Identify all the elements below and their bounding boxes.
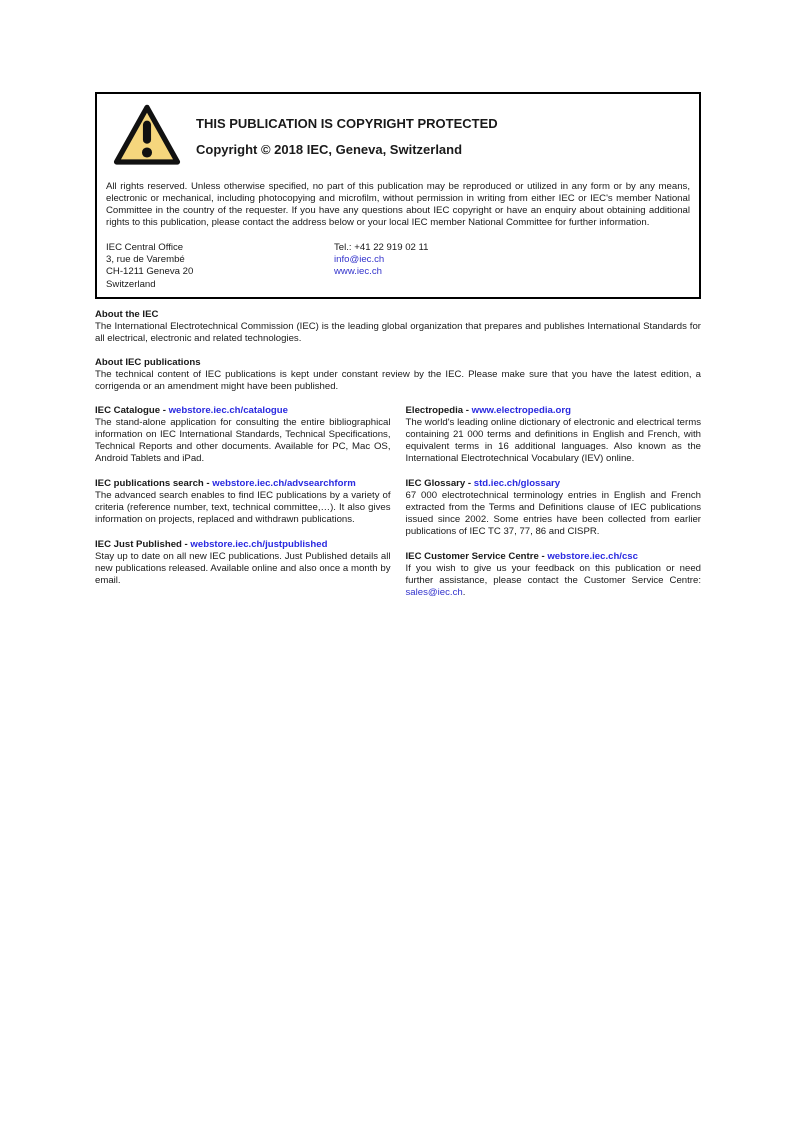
resource-body: The advanced search enables to find IEC publications by a variety of criteria (reference number, text, technical committee,…). It also gives information on projects, replaced and withdrawn publications. [95,489,391,525]
about-publications-body: The technical content of IEC publications is kept under constant review by the IEC. Please make sure that you have the latest edition, a corrigenda or an amendment might have been published. [95,368,701,392]
about-publications-heading: About IEC publications [95,356,201,368]
resources-column-left [95,405,391,612]
resource-title-text: IEC Customer Service Centre - [405,550,548,562]
resource-title-text: IEC Just Published - [95,538,191,550]
about-iec-body: The International Electrotechnical Commission (IEC) is the leading global organization that prepares and publishes International Standards for all electrical, electronic and related technologies. [95,320,701,344]
resource-body: The stand-alone application for consulting the entire bibliographical information on IEC International Standards, Technical Specifications, Technical Reports and other documents. Available for PC, Mac OS, Android Tablets and iPad. [95,416,391,464]
resource-title [95,478,391,490]
resource-body: Stay up to date on all new IEC publications. Just Published details all new publications released. Available online and also once a month by email. [95,550,391,586]
iec-contact [334,242,429,291]
glossary-link[interactable]: std.iec.ch/glossary [473,477,561,489]
website-link[interactable]: www.iec.ch [334,266,382,278]
about-iec-heading: About the IEC [95,308,159,320]
copyright-box-header [106,101,690,172]
resource-title-text: IEC Catalogue - [95,404,169,416]
resource-glossary [406,478,702,538]
copyright-body-text: All rights reserved. Unless otherwise specified, no part of this publication may be reproduced or utilized in any form or by any means, electronic or mechanical, including photocopying and microfilm, without permission in writing from either IEC or IEC's member National Committee in the country of the requester. If you have any questions about IEC copyright or have an enquiry about obtaining additional rights to this publication, please contact the address below or your local IEC member National Committee for further information. [106,181,690,228]
iec-address [106,242,334,291]
resource-customer-service [406,551,702,599]
resource-publications-search [95,478,391,526]
address-line-city: CH-1211 Geneva 20 [106,266,194,278]
warning-triangle-icon [112,103,182,172]
sales-email-link[interactable]: sales@iec.ch [405,586,463,598]
phone-number: Tel.: +41 22 919 02 11 [334,242,429,253]
resource-title [406,551,702,563]
copyright-title: THIS PUBLICATION IS COPYRIGHT PROTECTED [196,116,498,131]
catalogue-link[interactable]: webstore.iec.ch/catalogue [168,404,288,416]
electropedia-link[interactable]: www.electropedia.org [471,404,571,416]
resource-title [95,539,391,551]
justpublished-link[interactable]: webstore.iec.ch/justpublished [190,538,328,550]
about-iec-section [95,309,701,345]
resource-title-text: Electropedia - [405,404,472,416]
resource-title-text: IEC publications search - [95,477,213,489]
resource-body: The world's leading online dictionary of electronic and electrical terms containing 21 000 terms and definitions in English and French, with equivalent terms in 16 additional languages. Also known as the International Electrotechnical Vocabulary (IEV) online. [405,416,701,464]
resource-title [406,478,702,490]
resources-columns [95,405,701,612]
copyright-notice-box [95,92,701,299]
resource-electropedia [406,405,702,465]
resources-column-right [406,405,702,612]
address-line-street: 3, rue de Varembé [106,254,185,266]
resource-title [406,405,702,417]
csc-body-text: If you wish to give us your feedback on this publication or need further assistance, please contact the Customer Service Centre: [405,562,701,586]
resource-iec-catalogue [95,405,391,465]
csc-body-period: . [462,586,466,598]
copyright-contact-block [106,242,690,291]
page-content [95,92,701,612]
copyright-box-titles [196,116,498,157]
advsearch-link[interactable]: webstore.iec.ch/advsearchform [212,477,356,489]
csc-link[interactable]: webstore.iec.ch/csc [547,550,638,562]
address-line-office: IEC Central Office [106,242,184,253]
copyright-subtitle: Copyright © 2018 IEC, Geneva, Switzerland [196,142,463,157]
resource-title [95,405,391,417]
about-publications-section [95,357,701,393]
resource-just-published [95,539,391,587]
resource-body: 67 000 electrotechnical terminology entries in English and French extracted from the Terms and Definitions clause of IEC publications issued since 2002. Some entries have been collected from earlier publications of IEC TC 37, 77, 86 and CISPR. [405,489,701,537]
resource-body [406,563,702,599]
resource-title-text: IEC Glossary - [405,477,474,489]
address-line-country: Switzerland [106,278,156,290]
email-link[interactable]: info@iec.ch [334,254,385,266]
